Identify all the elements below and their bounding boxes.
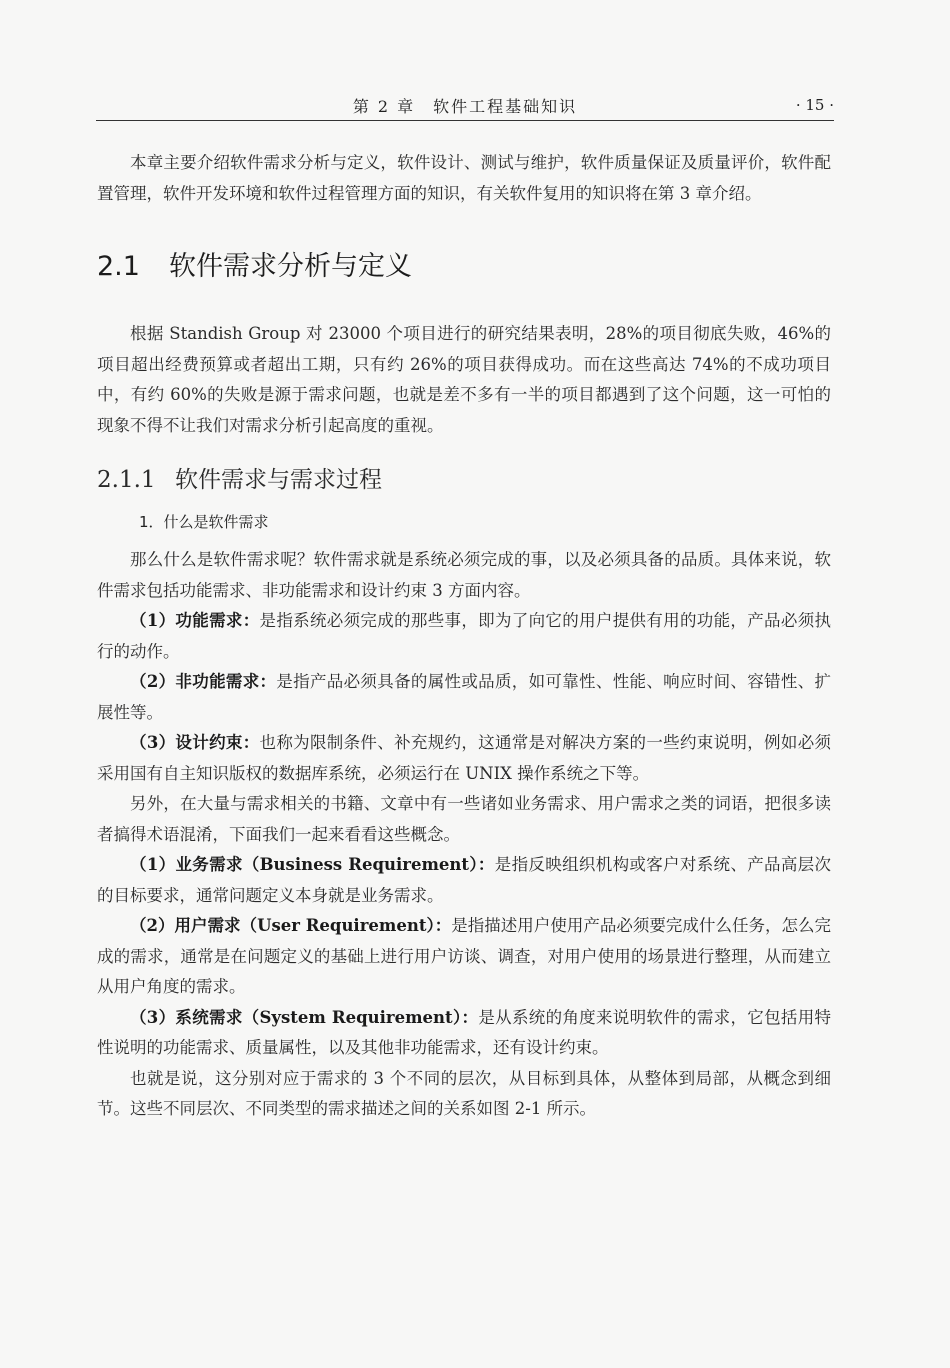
paragraph-text: 那么什么是软件需求呢？软件需求就是系统必须完成的事，以及必须具备的品质。具体来说，软件需求包括功能需求、非功能需求和设计约束 3 方面内容。: [97, 550, 831, 600]
paragraph-text: 是从系统的角度来说明软件的需求，它包括用特性说明的功能需求、质量属性，以及其他非功能需求，还有设计约束。: [97, 1007, 831, 1057]
subsection-heading: [97, 463, 831, 497]
paragraph-text: 是指反映组织机构或客户对系统、产品高层次的目标要求，通常问题定义本身就是业务需求。: [97, 855, 831, 905]
topic-heading: 1．什么是软件需求: [139, 513, 269, 531]
body-paragraph: [97, 1003, 831, 1064]
section-heading: [97, 247, 831, 287]
body-paragraph: [97, 1064, 831, 1125]
page-header: [96, 92, 834, 121]
paragraph-lead: （3）系统需求（System Requirement）：: [130, 1007, 479, 1027]
section-number: 2.1: [97, 251, 140, 282]
paragraph-lead: （3）设计约束：: [130, 733, 260, 752]
body-paragraph: [97, 789, 831, 850]
paragraph-text: 是指产品必须具备的属性或品质，如可靠性、性能、响应时间、容错性、扩展性等。: [97, 672, 832, 722]
page-content: [97, 148, 831, 1125]
paragraph-text: 是指系统必须完成的那些事，即为了向它的用户提供有用的功能，产品必须执行的动作。: [97, 611, 832, 661]
paragraph-text: 也就是说，这分别对应于需求的 3 个不同的层次，从目标到具体，从整体到局部，从概念到细节。这些不同层次、不同类型的需求描述之间的关系如图 2-1 所示。: [97, 1068, 831, 1118]
body-paragraph: [97, 850, 831, 911]
paragraph-text: 另外，在大量与需求相关的书籍、文章中有一些诸如业务需求、用户需求之类的词语，把很多读者搞得术语混淆，下面我们一起来看看这些概念。: [97, 794, 831, 844]
body-paragraph: [97, 667, 831, 728]
subsection-title: 软件需求与需求过程: [175, 467, 382, 493]
body-paragraph: [97, 606, 831, 667]
paragraph-lead: （2）非功能需求：: [130, 672, 277, 691]
subsection-number: 2.1.1: [97, 467, 156, 493]
paragraph-lead: （1）业务需求（Business Requirement）：: [130, 855, 495, 874]
section-paragraph: 根据 Standish Group 对 23000 个项目进行的研究结果表明，28%的项目彻底失败，46%的项目超出经费预算或者超出工期，只有约 26%的项目获得成功。而在这些高达 74%的不成功项目中，有约 60%的失败是源于需求问题，也就是差不多有一半的项目都遇到了这个问题，这一可怕的现象不得不让我们对需求分析引起高度的重视。: [97, 324, 831, 435]
paragraph-text: 是指描述用户使用产品必须要完成什么任务，怎么完成的需求，通常是在问题定义的基础上进行用户访谈、调查，对用户使用的场景进行整理，从而建立从用户角度的需求。: [97, 916, 832, 996]
paragraph-text: 也称为限制条件、补充规约，这通常是对解决方案的一些约束说明，例如必须采用国有自主知识版权的数据库系统，必须运行在 UNIX 操作系统之下等。: [97, 733, 832, 783]
section-title: 软件需求分析与定义: [169, 251, 412, 282]
body-paragraph: [97, 545, 831, 606]
paragraph-lead: （1）功能需求：: [130, 611, 260, 630]
chapter-title: 第 2 章 软件工程基础知识: [352, 97, 578, 116]
body-paragraph: [97, 728, 831, 789]
body-paragraph: [97, 911, 831, 1003]
intro-paragraph: 本章主要介绍软件需求分析与定义，软件设计、测试与维护，软件质量保证及质量评价，软件配置管理，软件开发环境和软件过程管理方面的知识，有关软件复用的知识将在第 3 章介绍。: [97, 153, 831, 203]
page-number: · 15 ·: [795, 96, 834, 114]
paragraph-lead: （2）用户需求（User Requirement）：: [130, 916, 452, 935]
